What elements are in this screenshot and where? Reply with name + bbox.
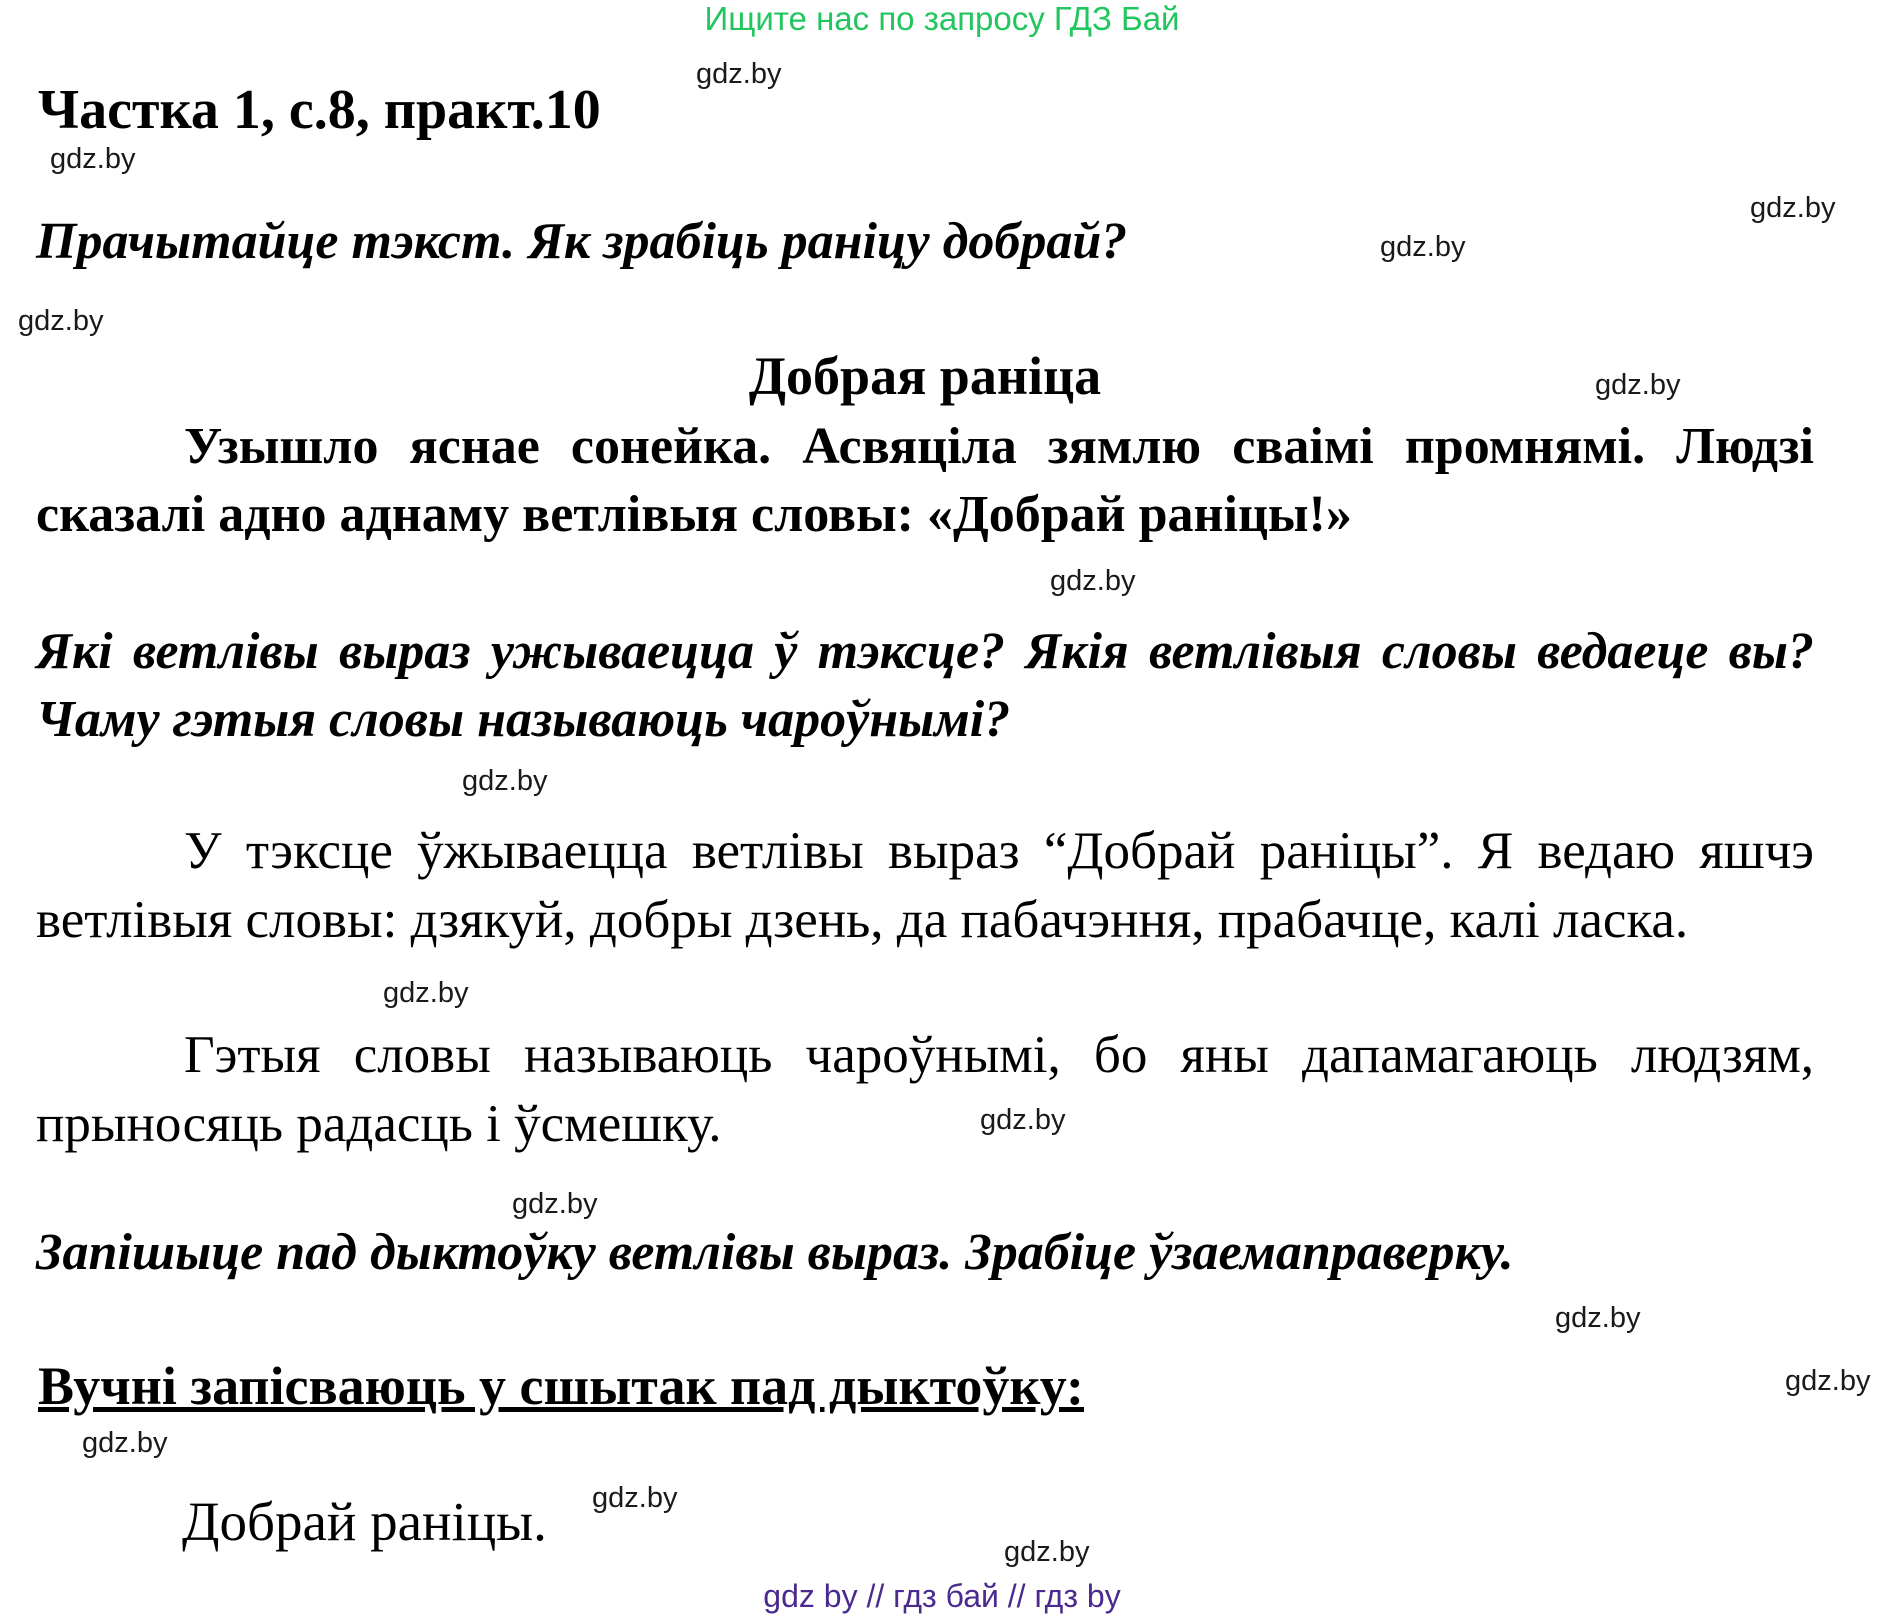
dictation-text: Добрай раніцы. <box>182 1491 547 1552</box>
watermark: gdz.by <box>383 977 469 1009</box>
page-heading: Частка 1, с.8, практ.10 <box>38 79 601 141</box>
watermark: gdz.by <box>1004 1536 1090 1568</box>
text-paragraph: Узышло яснае сонейка. Асвяціла зямлю сваімі промнямі. Людзі сказалі адно аднаму ветлівыя словы: «Добрай раніцы!» <box>36 418 1814 543</box>
watermark: gdz.by <box>1785 1365 1871 1397</box>
watermark: gdz.by <box>980 1104 1066 1136</box>
watermark: gdz.by <box>1595 369 1681 401</box>
watermark: gdz.by <box>82 1427 168 1459</box>
answer-paragraph-1: У тэксце ўжываецца ветлівы выраз “Добрай раніцы”. Я ведаю яшчэ ветлівыя словы: дзякуй, добры дзень, да пабачэння, прабачце, калі ласка. <box>36 822 1814 949</box>
watermark: gdz.by <box>1750 192 1836 224</box>
task-2: Які ветлівы выраз ужываецца ў тэксце? Якія ветлівыя словы ведаеце вы? Чаму гэтыя словы называюць чароўнымі? <box>36 623 1814 748</box>
watermark: gdz.by <box>50 143 136 175</box>
task-1: Прачытайце тэкст. Як зрабіць раніцу добрай? <box>36 213 1128 270</box>
watermark: gdz.by <box>512 1188 598 1220</box>
watermark: gdz.by <box>1050 565 1136 597</box>
watermark: gdz.by <box>1555 1302 1641 1334</box>
answer-paragraph-2: Гэтыя словы называюць чароўнымі, бо яны дапамагаюць людзям, прыносяць радасць і ўсмешку. <box>36 1026 1814 1153</box>
watermark: gdz.by <box>592 1482 678 1514</box>
watermark: gdz.by <box>1380 231 1466 263</box>
watermark: gdz.by <box>696 58 782 90</box>
footer-links: gdz by // гдз бай // гдз by <box>763 1578 1121 1614</box>
task-3: Запішыце пад дыктоўку ветлівы выраз. Зрабіце ўзаемаправерку. <box>36 1224 1514 1281</box>
watermark: gdz.by <box>462 765 548 797</box>
students-write-heading: Вучні запісваюць у сшытак пад дыктоўку: <box>38 1356 1085 1416</box>
watermark: gdz.by <box>18 305 104 337</box>
top-banner: Ищите нас по запросу ГДЗ Бай <box>704 0 1180 37</box>
text-title: Добрая раніца <box>748 346 1102 406</box>
